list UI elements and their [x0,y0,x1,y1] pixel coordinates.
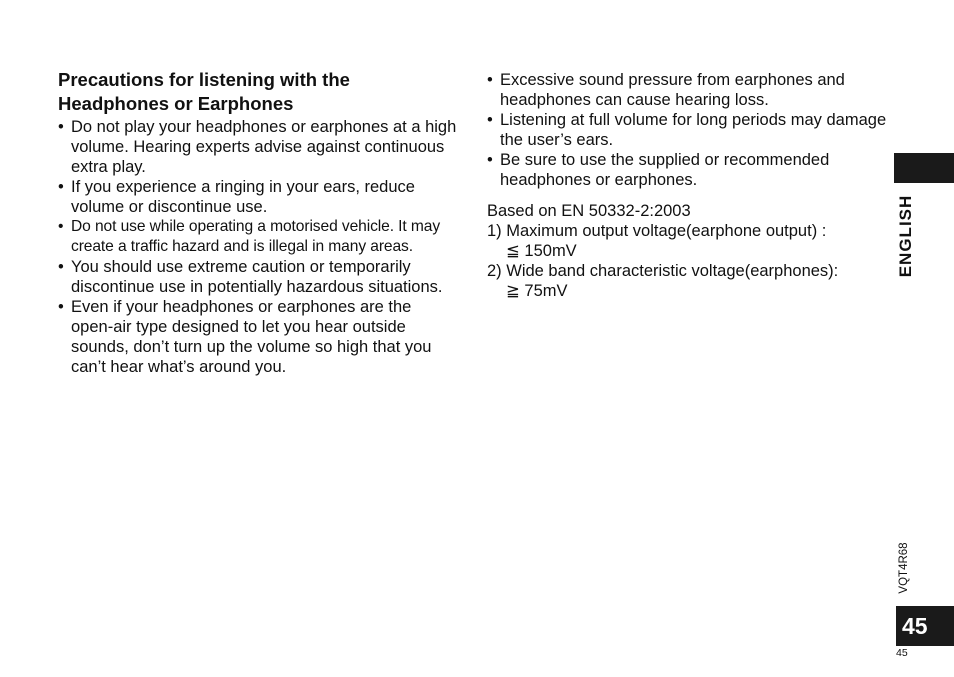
right-column [487,70,887,301]
precautions-list [58,117,458,377]
bullet-item: • Do not use while operating a motorised vehicle. It may create a traffic hazard and is illegal in many areas. [58,217,458,257]
page-number: 45 [902,613,928,639]
heading-line-2: Headphones or Earphones [58,93,294,114]
spec-1-value: ≦ 150mV [506,242,577,260]
left-column [58,68,458,377]
page-number-small: 45 [896,647,908,659]
heading-line-1: Precautions for listening with the [58,69,350,90]
spec-1-label: 1) Maximum output voltage(earphone output) : [487,222,827,240]
bullet-item: • Listening at full volume for long periods may damage the user’s ears. [487,110,887,150]
bullet-item: • Even if your headphones or earphones are the open-air type designed to let you hear outside sounds, don’t turn up the volume so high that you can’t hear what’s around you. [58,297,458,377]
bullet-item: • If you experience a ringing in your ears, reduce volume or discontinue use. [58,177,458,217]
page-number-box [896,606,954,646]
bullet-item: • Be sure to use the supplied or recommended headphones or earphones. [487,150,887,190]
section-heading [58,68,458,116]
bullet-item: • Excessive sound pressure from earphones and headphones can cause hearing loss. [487,70,887,110]
language-tab-marker [894,153,954,183]
bullet-item: • You should use extreme caution or temporarily discontinue use in potentially hazardous situations. [58,257,458,297]
document-code: VQT4R68 [898,542,910,594]
language-tab-label: ENGLISH [896,194,915,278]
bullet-item: • Do not play your headphones or earphones at a high volume. Hearing experts advise against continuous extra play. [58,117,458,177]
hearing-warnings-list [487,70,887,190]
spec-2-value: ≧ 75mV [506,282,568,300]
standard-reference: Based on EN 50332-2:2003 [487,202,691,220]
spec-2-label: 2) Wide band characteristic voltage(earphones): [487,262,839,280]
